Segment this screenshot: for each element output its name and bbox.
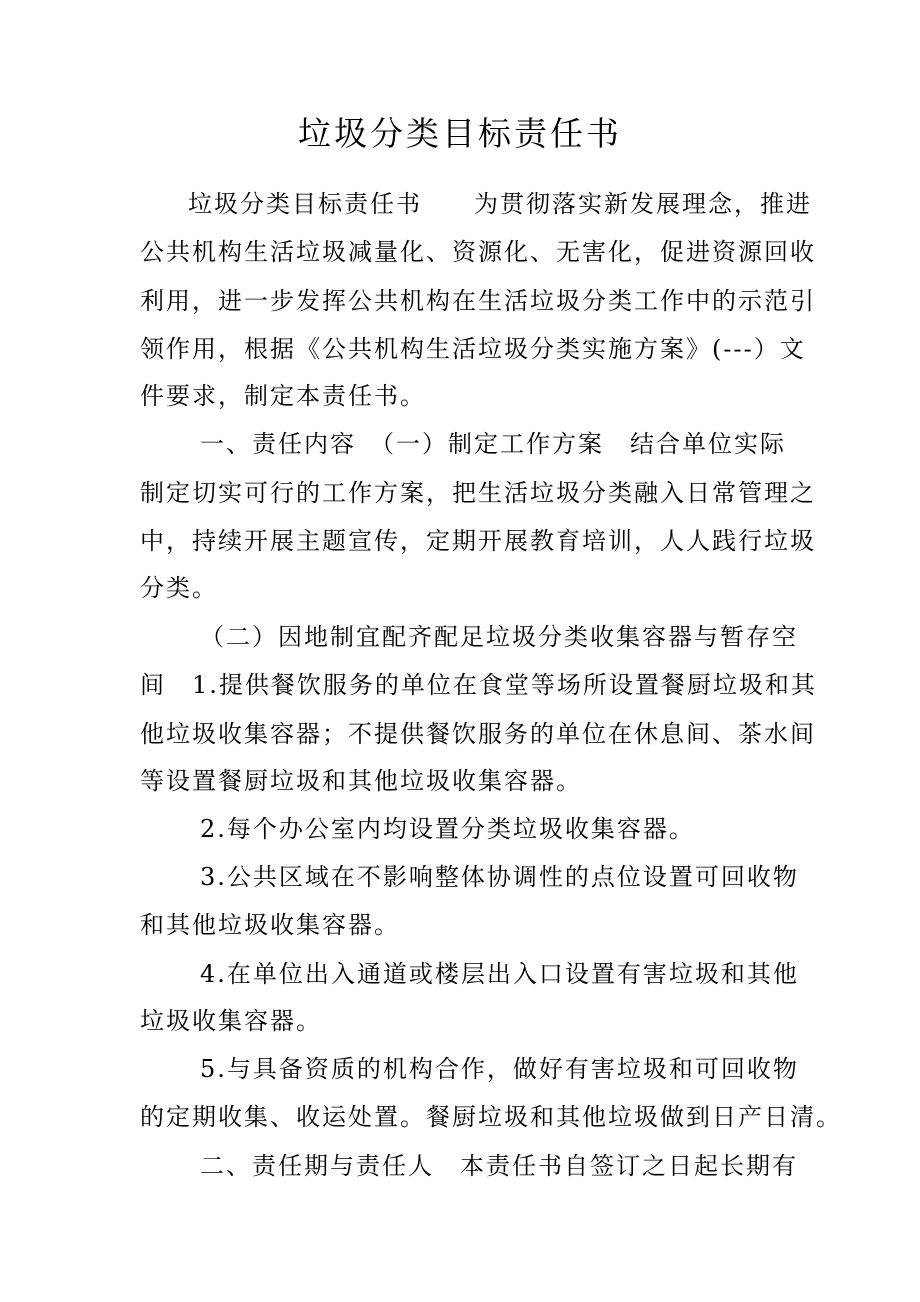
body-line: 制定切实可行的工作方案，把生活垃圾分类融入日常管理之	[140, 479, 816, 507]
body-line: 中，持续开展主题宣传，定期开展教育培训，人人践行垃圾	[140, 527, 816, 555]
body-line: 利用，进一步发挥公共机构在生活垃圾分类工作中的示范引	[140, 287, 816, 315]
body-line: 垃圾收集容器。	[140, 1007, 322, 1035]
list-item-line: 5.与具备资质的机构合作，做好有害垃圾和可回收物	[200, 1055, 799, 1083]
body-line: 间 1.提供餐饮服务的单位在食堂等场所设置餐厨垃圾和其	[140, 671, 817, 699]
list-item-line: 4.在单位出入通道或楼层出入口设置有害垃圾和其他	[200, 960, 799, 988]
list-item-line: 2.每个办公室内均设置分类垃圾收集容器。	[200, 815, 695, 843]
document-title: 垃圾分类目标责任书	[298, 114, 622, 153]
list-item-line: 3.公共区域在不影响整体协调性的点位设置可回收物	[200, 863, 799, 891]
body-line: 公共机构生活垃圾减量化、资源化、无害化，促进资源回收	[140, 238, 816, 266]
body-line: 垃圾分类目标责任书 为贯彻落实新发展理念，推进	[188, 190, 812, 218]
section-heading-line: 二、责任期与责任人 本责任书自签订之日起长期有	[200, 1152, 798, 1180]
subsection-heading-line: （二）因地制宜配齐配足垃圾分类收集容器与暂存空	[200, 623, 798, 651]
body-line: 等设置餐厨垃圾和其他垃圾收集容器。	[140, 767, 582, 795]
body-line: 他垃圾收集容器；不提供餐饮服务的单位在休息间、茶水间	[140, 720, 816, 748]
body-line: 和其他垃圾收集容器。	[140, 911, 400, 939]
body-line: 的定期收集、收运处置。餐厨垃圾和其他垃圾做到日产日清。	[140, 1103, 842, 1131]
body-line: 件要求，制定本责任书。	[140, 382, 426, 410]
body-line: 分类。	[140, 574, 218, 602]
section-heading-line: 一、责任内容 （一）制定工作方案 结合单位实际	[200, 430, 786, 458]
body-line: 领作用，根据《公共机构生活垃圾分类实施方案》(---）文	[140, 335, 806, 363]
